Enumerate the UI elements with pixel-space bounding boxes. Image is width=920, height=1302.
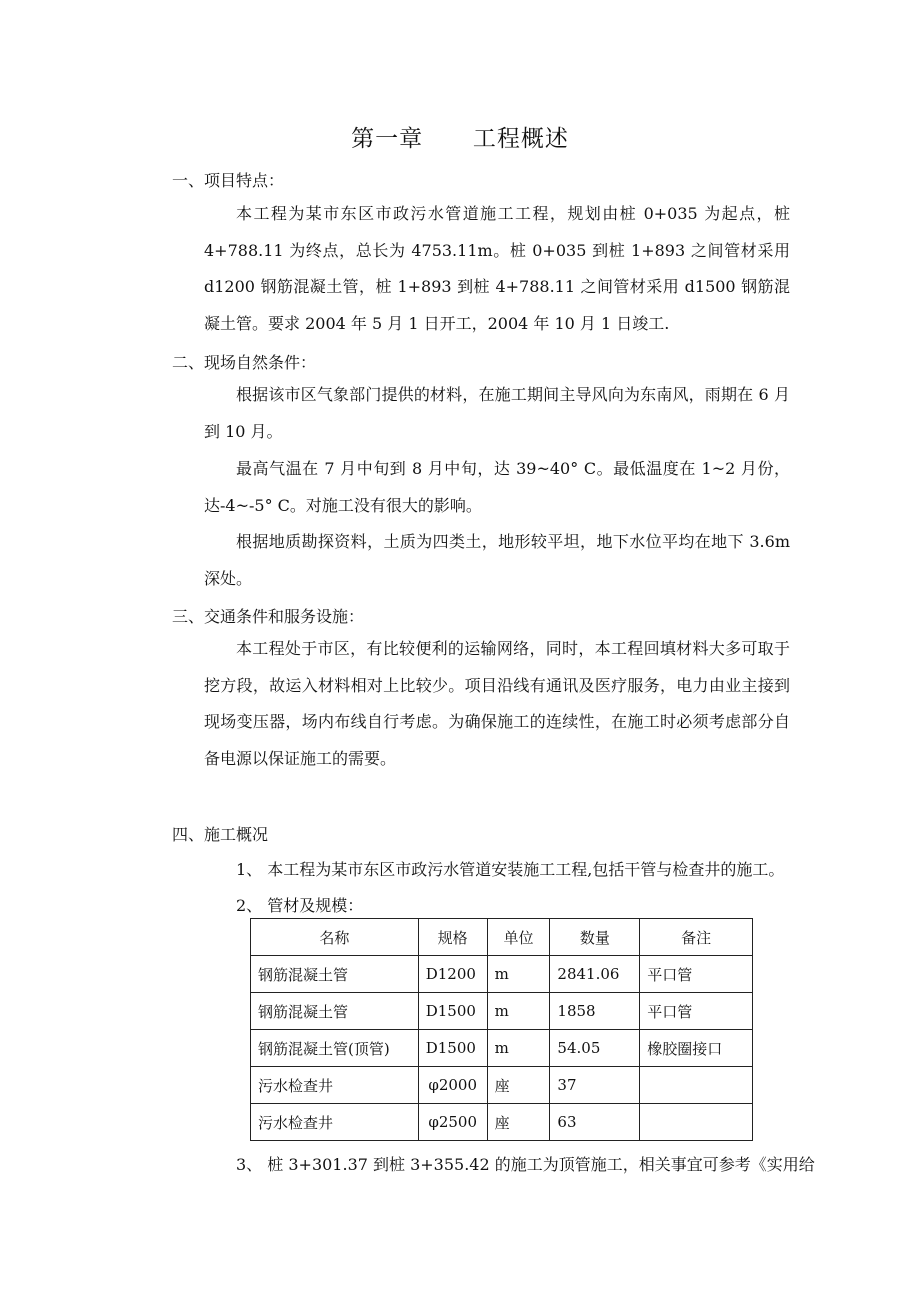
table-row (251, 1104, 753, 1141)
cell-remark: 平口管 (640, 956, 753, 993)
header-name: 名称 (251, 919, 419, 956)
paragraph-temperature: 最高气温在 7 月中旬到 8 月中旬，达 39~40° C。最低温度在 1~2 月份，达-4~-5° C。对施工没有很大的影响。 (204, 459, 790, 515)
paragraph-project-features: 本工程为某市东区市政污水管道施工工程，规划由桩 0+035 为起点，桩 4+788.11 为终点，总长为 4753.11m。桩 0+035 到桩 1+893 之间管材采用 d1200 钢筋混凝土管，桩 1+893 到桩 4+788.11 之间管材采用 d1500 钢筋混凝土管。要求 2004 年 5 月 1 日开工，2004 年 10 月 1 日竣工. (204, 204, 790, 333)
cell-remark (640, 1104, 753, 1141)
section-heading-4: 四、施工概况 (172, 825, 269, 844)
table-row (251, 956, 753, 993)
cell-quantity: 2841.06 (550, 956, 640, 993)
table-row (251, 1067, 753, 1104)
cell-spec: D1500 (418, 1030, 487, 1067)
section-heading-3: 三、交通条件和服务设施： (172, 607, 365, 626)
header-quantity: 数量 (550, 919, 640, 956)
cell-name: 钢筋混凝土管 (251, 956, 419, 993)
cell-quantity: 63 (550, 1104, 640, 1141)
header-remark: 备注 (640, 919, 753, 956)
cell-spec: D1200 (418, 956, 487, 993)
cell-unit: m (487, 993, 550, 1030)
cell-quantity: 37 (550, 1067, 640, 1104)
table-header-row (251, 919, 753, 956)
cell-remark: 橡胶圈接口 (640, 1030, 753, 1067)
cell-remark: 平口管 (640, 993, 753, 1030)
cell-unit: 座 (487, 1067, 550, 1104)
cell-name: 污水检查井 (251, 1104, 419, 1141)
cell-quantity: 1858 (550, 993, 640, 1030)
cell-unit: m (487, 1030, 550, 1067)
cell-spec: φ2500 (418, 1104, 487, 1141)
cell-quantity: 54.05 (550, 1030, 640, 1067)
cell-unit: 座 (487, 1104, 550, 1141)
section-heading-2: 二、现场自然条件： (172, 353, 317, 372)
pipe-materials-table (250, 918, 753, 1141)
cell-spec: D1500 (418, 993, 487, 1030)
list-item-1: 1、 本工程为某市东区市政污水管道安装施工工程,包括干管与检查井的施工。 (236, 860, 785, 879)
list-item-3: 3、 桩 3+301.37 到桩 3+355.42 的施工为顶管施工，相关事宜可参考《实用给 (236, 1155, 815, 1174)
header-unit: 单位 (487, 919, 550, 956)
paragraph-geology: 根据地质勘探资料，土质为四类土，地形较平坦，地下水位平均在地下 3.6m 深处。 (204, 532, 790, 588)
cell-name: 污水检查井 (251, 1067, 419, 1104)
table-row (251, 993, 753, 1030)
section-heading-1: 一、项目特点： (172, 171, 285, 190)
cell-name: 钢筋混凝土管 (251, 993, 419, 1030)
paragraph-climate: 根据该市区气象部门提供的材料，在施工期间主导风向为东南风，雨期在 6 月到 10 月。 (204, 385, 790, 441)
paragraph-traffic: 本工程处于市区，有比较便利的运输网络，同时，本工程回填材料大多可取于挖方段，故运入材料相对上比较少。项目沿线有通讯及医疗服务，电力由业主接到现场变压器，场内布线自行考虑。为确保施工的连续性，在施工时必须考虑部分自备电源以保证施工的需要。 (204, 639, 790, 768)
chapter-title: 第一章 工程概述 (351, 126, 569, 152)
cell-unit: m (487, 956, 550, 993)
cell-name: 钢筋混凝土管(顶管) (251, 1030, 419, 1067)
cell-spec: φ2000 (418, 1067, 487, 1104)
cell-remark (640, 1067, 753, 1104)
table-row (251, 1030, 753, 1067)
list-item-2: 2、 管材及规模： (236, 896, 364, 915)
header-spec: 规格 (418, 919, 487, 956)
